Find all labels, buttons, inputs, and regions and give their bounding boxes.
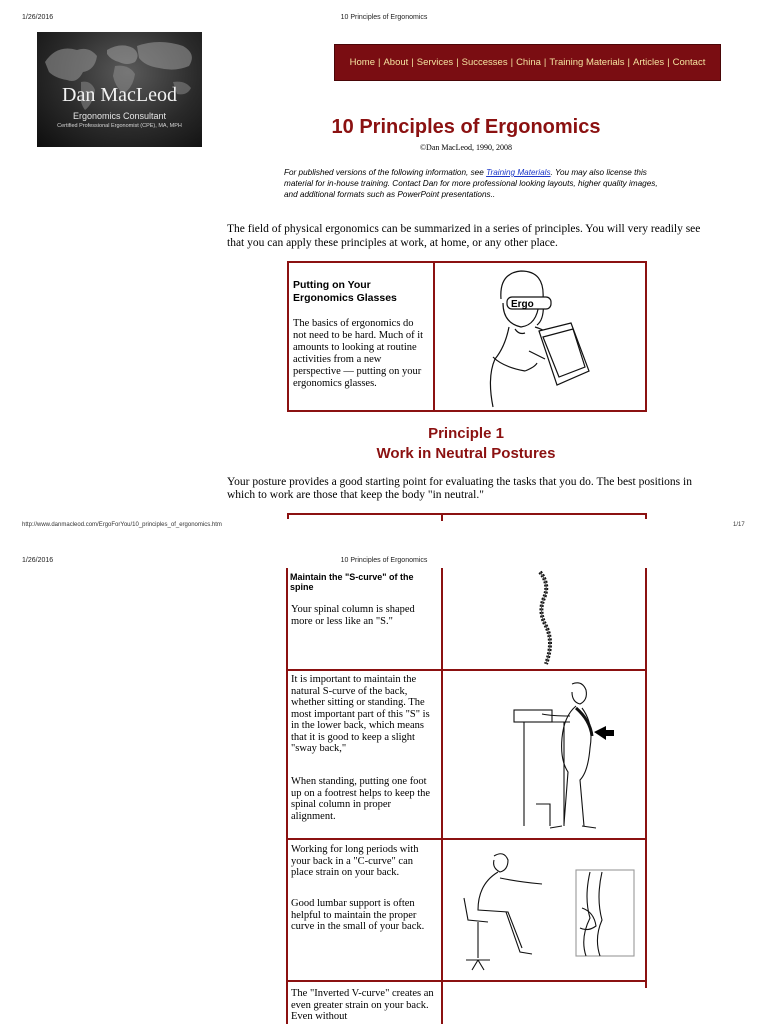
row-divider <box>286 838 647 840</box>
nav-contact[interactable]: Contact <box>672 57 706 68</box>
footrest-text: When standing, putting one foot up on a footrest helps to keep the spinal column in proper alignment. <box>291 776 431 822</box>
nav-separator: | <box>627 57 630 68</box>
cell-divider <box>433 263 435 410</box>
seated-c-curve-illustration <box>458 848 548 978</box>
s-curve-heading: Maintain the "S-curve" of the spine <box>290 572 414 592</box>
inverted-v-text: The "Inverted V-curve" creates an even greater strain on your back. Even without <box>291 988 434 1022</box>
s-curve-text: Your spinal column is shaped more or less like an "S." <box>291 604 415 627</box>
intro-paragraph: The field of physical ergonomics can be summarized in a series of principles. You will very readily see that you can apply these principles at work, at home, or any other place. <box>227 223 701 249</box>
nav-separator: | <box>510 57 514 68</box>
standing-worker-illustration <box>510 676 620 836</box>
posture-table <box>286 568 647 1024</box>
print-date: 1/26/2016 <box>22 14 54 21</box>
print-title: 10 Principles of Ergonomics <box>340 14 428 21</box>
training-materials-link[interactable]: Training Materials <box>486 168 551 177</box>
nav-separator: | <box>377 57 381 68</box>
c-curve-text: Working for long periods with your back in a "C-curve" can place strain on your back. <box>291 844 419 878</box>
table-border-right <box>645 568 647 988</box>
table-border-left <box>286 568 288 1024</box>
logo[interactable] <box>37 32 202 147</box>
nav-home[interactable]: Home <box>349 57 375 68</box>
principle-name: Work in Neutral Postures <box>376 445 556 462</box>
page-number: 1/17 <box>733 522 745 528</box>
lumbar-support-illustration <box>574 868 636 958</box>
nav-separator: | <box>543 57 547 68</box>
page-title: 10 Principles of Ergonomics <box>331 116 601 138</box>
glasses-label: Ergo <box>511 299 534 310</box>
nav-separator: | <box>456 57 459 68</box>
note-text-post: . You may also license this material for in-house training. Contact Dan for more professional looking layouts, higher quality images, and additional formats such as PowerPoint presentations.. <box>284 168 658 199</box>
posture-paragraph: Your posture provides a good starting point for evaluating the tasks that you do. The best positions in which to work are those that keep the body "in neutral." <box>227 476 692 501</box>
box-text: The basics of ergonomics do not need to be hard. Much of it amounts to looking at routine activities from a new perspective — putting on your ergonomics glasses. <box>293 318 424 389</box>
note-text-pre: For published versions of the following information, see <box>284 168 487 177</box>
nav-successes[interactable]: Successes <box>461 57 508 68</box>
logo-credentials: Certified Professional Ergonomist (CPE), MA, MPH <box>57 123 182 129</box>
main-nav <box>334 44 721 81</box>
publication-note <box>284 167 664 200</box>
row-divider <box>286 980 647 982</box>
nav-training-materials[interactable]: Training Materials <box>549 57 625 68</box>
table-top-edge <box>287 513 647 519</box>
nav-services[interactable]: Services <box>416 57 454 68</box>
s-curve-explanation: It is important to maintain the natural S-curve of the back, whether sitting or standing. The most important part of this "S" is in the lower back, which means that it is good to keep a slight "sway back," <box>291 674 430 754</box>
row-divider <box>286 669 647 671</box>
page-url: http://www.danmacleod.com/ErgoForYou/10_principles_of_ergonomics.htm <box>22 522 222 528</box>
ergonomics-glasses-box <box>287 261 647 412</box>
spine-illustration <box>534 570 558 666</box>
lumbar-support-text: Good lumbar support is often helpful to maintain the proper curve in the small of your back. <box>291 898 425 932</box>
table-divider <box>441 568 443 1024</box>
logo-name: Dan MacLeod <box>62 84 177 106</box>
principle-number: Principle 1 <box>428 425 504 442</box>
print-date: 1/26/2016 <box>22 557 54 564</box>
nav-china[interactable]: China <box>516 57 541 68</box>
print-title: 10 Principles of Ergonomics <box>340 557 428 564</box>
nav-articles[interactable]: Articles <box>632 57 665 68</box>
nav-separator: | <box>411 57 414 68</box>
byline: ©Dan MacLeod, 1990, 2008 <box>419 143 513 152</box>
nav-about[interactable]: About <box>383 57 409 68</box>
nav-separator: | <box>667 57 670 68</box>
logo-subtitle: Ergonomics Consultant <box>72 111 167 121</box>
woman-with-glasses-illustration <box>479 267 599 409</box>
box-heading: Putting on Your Ergonomics Glasses <box>293 279 397 304</box>
cell-divider <box>441 515 443 521</box>
